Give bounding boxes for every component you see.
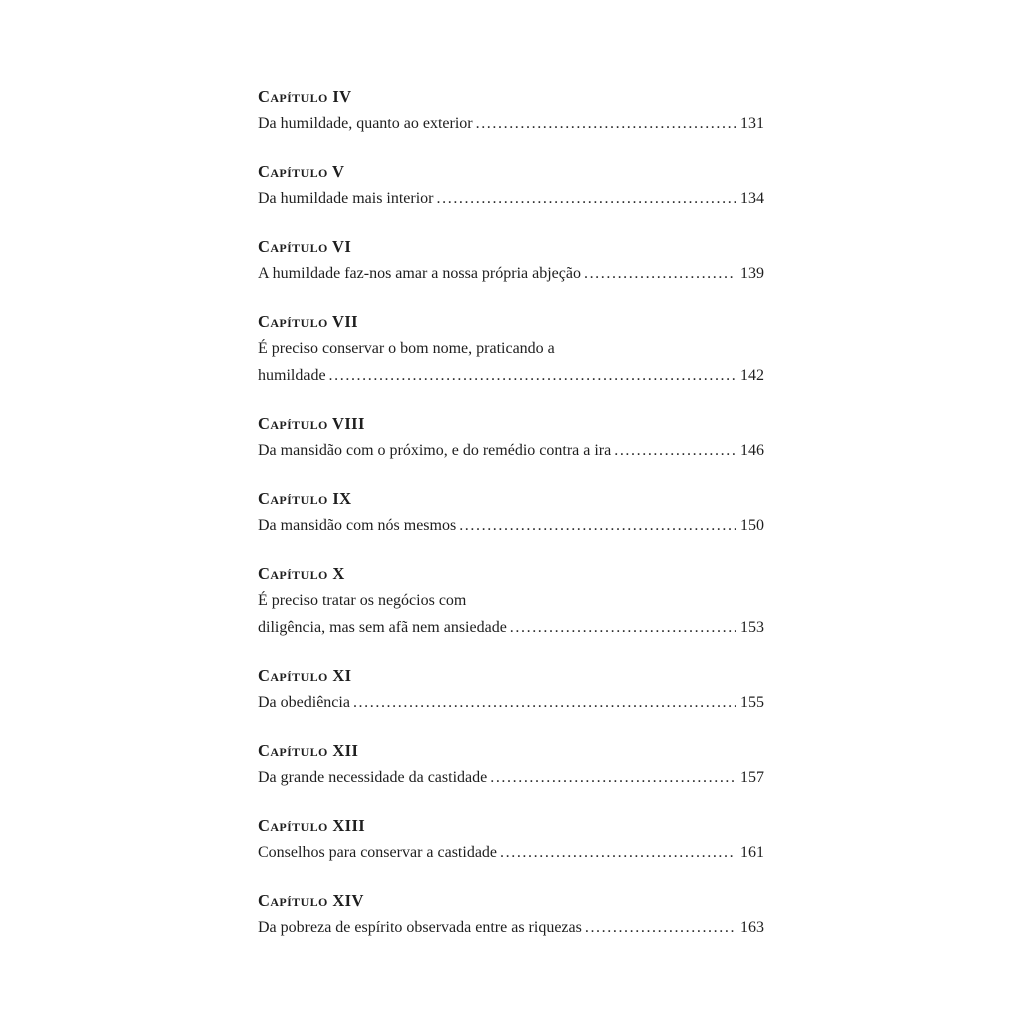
dot-leader	[614, 437, 736, 464]
toc-title-line	[258, 587, 764, 614]
toc-entry	[258, 83, 764, 137]
chapter-title-text: É preciso tratar os negócios com	[258, 592, 467, 609]
chapter-title-text: diligência, mas sem afã nem ansiedade	[258, 619, 507, 636]
chapter-title-text: Da obediência	[258, 694, 350, 711]
toc-title-line	[258, 260, 764, 287]
page-number: 153	[740, 619, 764, 636]
dot-leader	[329, 362, 736, 389]
dot-leader	[490, 764, 736, 791]
dot-leader	[584, 260, 736, 287]
toc-entry	[258, 410, 764, 464]
chapter-heading: Capítulo XI	[258, 666, 352, 685]
chapter-heading: Capítulo XIV	[258, 891, 364, 910]
table-of-contents	[258, 83, 764, 962]
chapter-heading: Capítulo V	[258, 162, 345, 181]
chapter-title-text: Da pobreza de espírito observada entre as riquezas	[258, 919, 582, 936]
page-number: 142	[740, 367, 764, 384]
toc-title-line	[258, 614, 764, 641]
toc-title-line	[258, 689, 764, 716]
chapter-title-text: Da grande necessidade da castidade	[258, 769, 488, 786]
toc-entry	[258, 158, 764, 212]
chapter-heading: Capítulo IV	[258, 87, 352, 106]
dot-leader	[510, 614, 736, 641]
toc-title-line	[258, 914, 764, 941]
chapter-title-text: Conselhos para conservar a castidade	[258, 844, 498, 861]
chapter-heading: Capítulo IX	[258, 489, 352, 508]
chapter-title-text: A humildade faz-nos amar a nossa própria abjeção	[258, 265, 581, 282]
page-number: 163	[740, 919, 764, 936]
toc-entry	[258, 560, 764, 641]
chapter-title-text: Da mansidão com o próximo, e do remédio contra a ira	[258, 442, 612, 459]
chapter-title-text: Da humildade, quanto ao exterior	[258, 115, 473, 132]
chapter-heading: Capítulo VIII	[258, 414, 365, 433]
toc-entry	[258, 887, 764, 941]
page-number: 157	[740, 769, 764, 786]
chapter-title-text: Da humildade mais interior	[258, 190, 434, 207]
toc-title-line	[258, 839, 764, 866]
dot-leader	[476, 110, 736, 137]
page-number: 150	[740, 517, 764, 534]
dot-leader	[353, 689, 736, 716]
chapter-title-text: humildade	[258, 367, 326, 384]
toc-title-line	[258, 512, 764, 539]
page-number: 155	[740, 694, 764, 711]
chapter-heading: Capítulo VI	[258, 237, 352, 256]
toc-entry	[258, 812, 764, 866]
dot-leader	[459, 512, 736, 539]
toc-title-line	[258, 185, 764, 212]
toc-entry	[258, 662, 764, 716]
page-number: 139	[740, 265, 764, 282]
dot-leader	[585, 914, 736, 941]
chapter-heading: Capítulo VII	[258, 312, 358, 331]
toc-entry	[258, 485, 764, 539]
toc-title-line	[258, 110, 764, 137]
toc-entry	[258, 233, 764, 287]
chapter-title-text: Da mansidão com nós mesmos	[258, 517, 457, 534]
toc-entry	[258, 308, 764, 389]
chapter-title-text: É preciso conservar o bom nome, praticando a	[258, 340, 555, 357]
toc-entry	[258, 737, 764, 791]
toc-title-line	[258, 335, 764, 362]
page-number: 146	[740, 442, 764, 459]
chapter-heading: Capítulo XIII	[258, 816, 366, 835]
dot-leader	[437, 185, 736, 212]
page-number: 134	[740, 190, 764, 207]
dot-leader	[500, 839, 736, 866]
toc-title-line	[258, 362, 764, 389]
page-number: 131	[740, 115, 764, 132]
chapter-heading: Capítulo X	[258, 564, 345, 583]
chapter-heading: Capítulo XII	[258, 741, 359, 760]
toc-title-line	[258, 437, 764, 464]
page-number: 161	[740, 844, 764, 861]
toc-title-line	[258, 764, 764, 791]
